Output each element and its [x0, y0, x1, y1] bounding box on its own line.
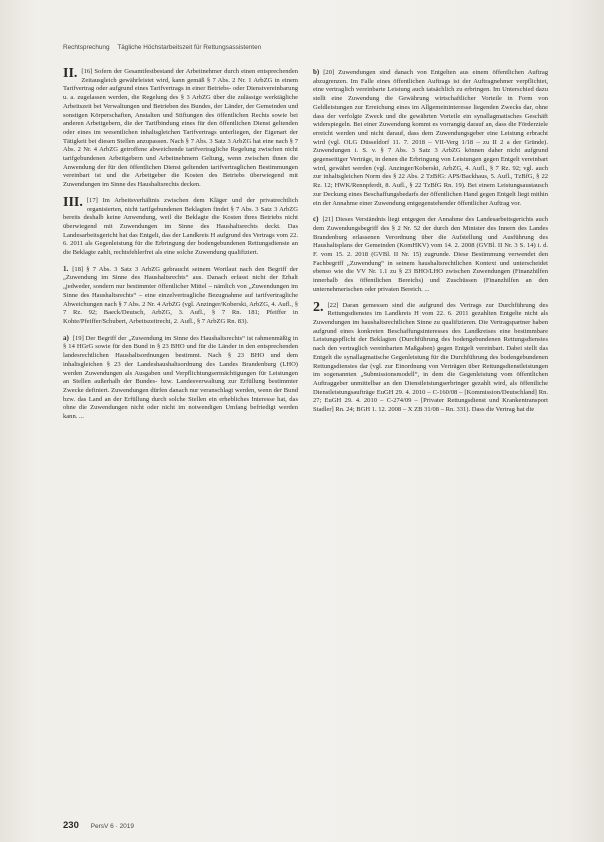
paragraph: [63, 68, 298, 190]
journal-issue: PersV 6 · 2019: [90, 823, 135, 830]
left-column: [63, 68, 298, 768]
paragraph-text: [18] § 7 Abs. 3 Satz 3 ArbZG gebraucht seinem Wortlaut nach den Begriff der „Zuwendung im Sinne des Haushaltsrechts“ aus. Danach erfasst nicht der Erhalt „jedweder, sondern nur bestimmter öffentlicher Mittel – nämlich von „Zuwendungen im Sinne des Haushaltsrechts“ – eine einzelvertragliche Bezugnahme auf tarifvertragliche Abweichungen nach § 7 Abs. 2 Nr. 4 ArbZG (vgl. Anzinger/Koberski, ArbZG, 4. Aufl., § 7 Rz. 92; Baeck/Deutsch, ArbZG, 3. Aufl., § 7 Rn. 181; Pfeiffer in Kohte/Pfeiffer/Schubert, Arbeitszeitrecht, 2. Aufl., § 7 ArbZG Rn. 83).: [63, 265, 298, 325]
paragraph: [313, 299, 548, 415]
header-topic: Tägliche Höchstarbeitszeit für Rettungsassistenten: [117, 44, 262, 51]
paragraph: [63, 194, 298, 258]
paragraph-text: [20] Zuwendungen sind danach von Entgelten aus einem öffentlichen Auftrag abzugrenzen. Im Falle eines öffentlichen Auftrags ist der Auftragnehmer verpflichtet, eine vertraglich vereinbarte Leistung auch tatsächlich zu erbringen. Im Unterschied dazu stellt eine Zuwendung die Gewährung wirtschaftlicher Vorteile in Form von Geldleistungen zur Erreichung eines im Allgemeininteresse liegenden Zwecks dar, ohne dass der verfolgte Zweck und die gewährten Vorteile ein synallagmatisches Geschäft widerspiegeln. Bei einer Zuwendung kommt es vorrangig darauf an, dass die Förderziele erreicht werden und nicht darauf, dass dem Zuwendungsgeber eine Leistung erbracht wird (vgl. OLG Düsseldorf 11. 7. 2018 – VII-Verg 1/18 – zu II 2 a der Gründe). Zuwendungen i. S. v. § 7 Abs. 3 Satz 3 ArbZG können daher nicht aufgrund gegenseitiger Verträge, in denen die Erbringung von Leistungen gegen Entgelt vereinbart wird, gewährt werden (vgl. Anzinger/Koberski, ArbZG, 4. Aufl., § 7 Rz. 92; vgl. auch zur inhaltsgleichen Norm des § 22 Abs. 2 TzBfG: APS/Backhaus, 5. Aufl., TzBfG, § 22 Rz. 12; HWK/Rennpferdt, 8. Aufl., § 22 TzBfG Rn. 19). Bei einem Leistungsaustausch zur Deckung eines Beschaffungsbedarfs der öffentlichen Hand gegen Entgelt liegt mithin ein der Annahme einer Zuwendung entgegenstehender öffentlicher Auftrag vor.: [313, 69, 548, 207]
paragraph-marker: 2.: [313, 299, 324, 315]
paragraph-marker: b): [313, 68, 320, 76]
paragraph-marker: 1.: [63, 264, 69, 273]
page-number: 230: [63, 820, 79, 831]
paragraph-text: [16] Sofern der Gesamtfestbestand der Arbeitnehmer durch einen entsprechenden Zeitausgleich gewährleistet wird, kann gemäß § 7 Abs. 2 Nr. 1 ArbZG in einem Tarifvertrag oder aufgrund eines Tarifvertrags in einer Betriebs- oder Dienstvereinbarung u. a. zugelassen werden, die Regelung des § 3 ArbZG über die zulässige werktägliche Arbeitszeit bei Verwaltungen und Betrieben des Bundes, der Länder, der Gemeinden und sonstigen Körperschaften, Anstalten und Stiftungen des öffentlichen Rechts sowie bei anderen Arbeitgebern, die der Tarifbindung eines für den öffentlichen Dienst geltenden oder eines im wesentlichen inhaltsgleichen Tarifvertrags unterliegen, der Eigenart der Tätigkeit bei diesen Stellen anzupassen. Nach § 7 Abs. 3 Satz 3 ArbZG hat eine nach § 7 Abs. 2 Nr. 4 ArbZG getroffene abweichende tarifvertragliche Regelung zwischen nicht tarifgebundenen Arbeitgebern und Arbeitnehmern Geltung, wenn zwischen ihnen die Anwendung der für den öffentlichen Dienst geltenden tarifvertraglichen Bestimmungen vereinbart ist und die Arbeitgeber die Kosten des Betriebs überwiegend mit Zuwendungen im Sinne des Haushaltsrechts decken.: [63, 68, 298, 189]
paragraph: [313, 215, 548, 294]
running-header: [63, 44, 563, 56]
right-column: [313, 68, 548, 768]
paragraph: [313, 68, 548, 208]
paragraph-marker: c): [313, 215, 319, 224]
paragraph-text: [22] Daran gemessen sind die aufgrund des Vertrags zur Durchführung des Rettungsdienstes im Landkreis H vom 22. 6. 2011 gezahlten Entgelte nicht als Zuwendungen im haushaltsrechtlichen Sinne zu qualifizieren. Die Vertragspartner haben aufgrund eines konkreten Beschaffungsinteresses des Landkreises eine bestimmbare Leistungspflicht der Beklagten (Durchführung des bodengebundenen Rettungsdienstes nach den vertraglich vereinbarten Maßgaben) gegen Entgelt vereinbart. Dabei stellt das Entgelt die synallagmatische Gegenleistung für die Durchführung des bodengebundenen Rettungsdienstes dar (vgl. zur Einordnung von Verträgen über Rettungsdienstleistungen im sogenannten „Submissionsmodell“, in dem die Gegenleistung vom öffentlichen Auftraggeber unmittelbar an den Dienstleistungserbringer gezahlt wird, als öffentliche Dienstleistungsaufträge EuGH 29. 4. 2010 – C-160/08 – [Kommission/Deutschland] Rn. 27; EuGH 29. 4. 2010 – C-274/09 – [Privater Rettungsdienst und Krankentransport Stadler] Rn. 24; BGH 1. 12. 2008 – X ZB 31/08 – Rn. 331). Dass die Vertrag hat die: [313, 301, 548, 414]
paragraph: [63, 334, 298, 422]
paragraph: [63, 265, 298, 327]
paragraph-marker: II.: [63, 68, 78, 81]
paragraph-marker: III.: [63, 194, 83, 210]
paragraph-marker: a): [63, 333, 69, 342]
page-footer: [63, 820, 363, 832]
header-section: Rechtsprechung: [63, 44, 110, 51]
paragraph-text: [21] Dieses Verständnis liegt entgegen der Annahme des Landesarbeitsgerichts auch dem Zuwendungsbegriff des § 2 Nr. 52 der durch den Minister des Innern des Landes Brandenburg erlassenen Verordnung über die Aufstellung und Ausführung des Haushaltsplans der Gemeinden (KomHKV) vom 14. 2. 2008 (GVBl. II Nr. 3 S. 14) i. d. F. vom 15. 2. 2018 (GVBl. II Nr. 15) zugrunde. Diese Bestimmung verwendet den Fachbegriff „Zuwendung“ in seinem haushaltsrechtlichen Kontext und unterscheidet ebenso wie die VV Nr. 1.1 zu § 23 BHO/LHO zwischen Zuwendungen (Finanzhilfen innerhalb des öffentlichen Bereichs) und Zuschüssen (Finanzhilfen an den unternehmerischen oder privaten Bereich. ...: [313, 216, 548, 293]
paragraph-text: [19] Der Begriff der „Zuwendung im Sinne des Haushaltsrechts“ ist rahmenmäßig in § 14 HGrG sowie für den Bund in § 23 BHO und für die Länder in den entsprechenden landesrechtlichen Haushaltsordnungen bestimmt. Nach § 23 BHO und dem inhaltsgleichen § 23 der Landeshaushaltsordnung des Landes Brandenburg (LHO) werden Zuwendungen als Ausgaben und Verpflichtungsermächtigungen für Leistungen an Stellen außerhalb der Bundes- bzw. Landesverwaltung zur Erfüllung bestimmter Zwecke definiert. Zuwendungen dürfen danach nur veranschlagt werden, wenn der Bund bzw. das Land an der Erfüllung durch solche Stellen ein erhebliches Interesse hat, das ohne die Zuwendungen nicht oder nicht im notwendigen Umfang befriedigt werden kann. ...: [63, 334, 298, 421]
paragraph-text: [17] Im Arbeitsverhältnis zwischen dem Kläger und der privatrechtlich organisierten, nicht tarifgebundenen Beklagten findet § 7 Abs. 3 Satz 3 ArbZG bereits deshalb keine Anwendung, weil die Beklagte die Kosten ihres Betriebs nicht überwiegend mit Zuwendungen im Sinne des Haushaltsrechts deckt. Das Landesarbeitsgericht hat das Entgelt, das der Landkreis H aufgrund des Vertrags vom 22. 6. 2011 als Gegenleistung für die Erbringung der bodengebundenen Rettungsdienste an die Beklagte zahlt, rechtsfehlerfrei als eine solche Zuwendung qualifiziert.: [63, 196, 298, 257]
